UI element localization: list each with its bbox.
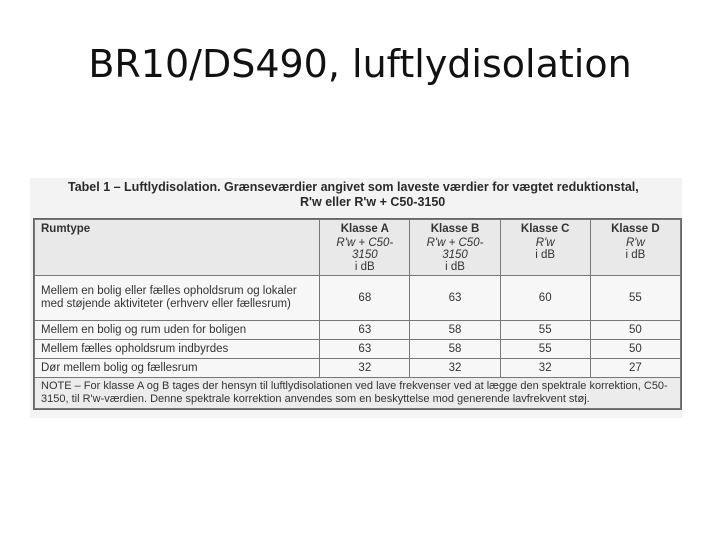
class-name: Klasse C — [520, 223, 570, 235]
class-unit: i dB — [625, 249, 646, 261]
row-label: Dør mellem bolig og fællesrum — [35, 359, 320, 378]
table-caption-line1: Tabel 1 – Luftlydisolation. Grænseværdier angivet som laveste værdier for vægtet reduktionstal, — [68, 180, 639, 194]
table-row — [35, 340, 681, 359]
class-metric: R'w + C50-3150 — [426, 237, 484, 261]
table-caption-line2: R'w eller R'w + C50-3150 — [300, 195, 446, 209]
header-klasse-a — [320, 220, 410, 276]
table-row — [35, 321, 681, 340]
row-label: Mellem en bolig eller fælles opholdsrum og lokaler med støjende aktiviteter (erhverv eller fællesrum) — [35, 276, 320, 321]
header-klasse-c — [500, 220, 590, 276]
slide-title: BR10/DS490, luftlydisolation — [88, 42, 632, 86]
cell-value: 55 — [500, 340, 590, 359]
class-unit: i dB — [535, 249, 556, 261]
table-row — [35, 276, 681, 321]
table-frame — [33, 218, 682, 410]
cell-value: 63 — [320, 321, 410, 340]
class-metric: R'w + C50-3150 — [336, 237, 394, 261]
cell-value: 32 — [410, 359, 500, 378]
class-unit: i dB — [354, 261, 375, 273]
cell-value: 58 — [410, 321, 500, 340]
cell-value: 32 — [320, 359, 410, 378]
class-name: Klasse B — [430, 223, 480, 235]
row-label: Mellem fælles opholdsrum indbyrdes — [35, 340, 320, 359]
class-name: Klasse D — [611, 223, 660, 235]
table-header-row — [35, 220, 681, 276]
cell-value: 68 — [320, 276, 410, 321]
row-label: Mellem en bolig og rum uden for boligen — [35, 321, 320, 340]
cell-value: 50 — [590, 321, 680, 340]
cell-value: 63 — [410, 276, 500, 321]
table-note: NOTE – For klasse A og B tages der hensyn til luftlydisolationen ved lave frekvenser ved at lægge den spektrale korrektion, C50-3150, til R'w-værdien. Denne spektrale korrektion anvendes som en beskyttelse mod generende lavfrekvent støj. — [35, 378, 681, 409]
cell-value: 55 — [590, 276, 680, 321]
class-metric: R'w — [625, 237, 645, 249]
cell-value: 63 — [320, 340, 410, 359]
table-row — [35, 359, 681, 378]
header-rumtype: Rumtype — [35, 220, 320, 276]
class-metric: R'w — [535, 237, 555, 249]
cell-value: 55 — [500, 321, 590, 340]
header-klasse-d — [590, 220, 680, 276]
table-caption — [68, 180, 668, 210]
cell-value: 50 — [590, 340, 680, 359]
scanned-table-image — [30, 178, 682, 418]
sound-insulation-table — [34, 219, 681, 409]
class-name: Klasse A — [340, 223, 389, 235]
cell-value: 58 — [410, 340, 500, 359]
cell-value: 32 — [500, 359, 590, 378]
class-unit: i dB — [445, 261, 465, 273]
header-klasse-b — [410, 220, 500, 276]
cell-value: 27 — [590, 359, 680, 378]
note-row — [35, 378, 681, 409]
cell-value: 60 — [500, 276, 590, 321]
